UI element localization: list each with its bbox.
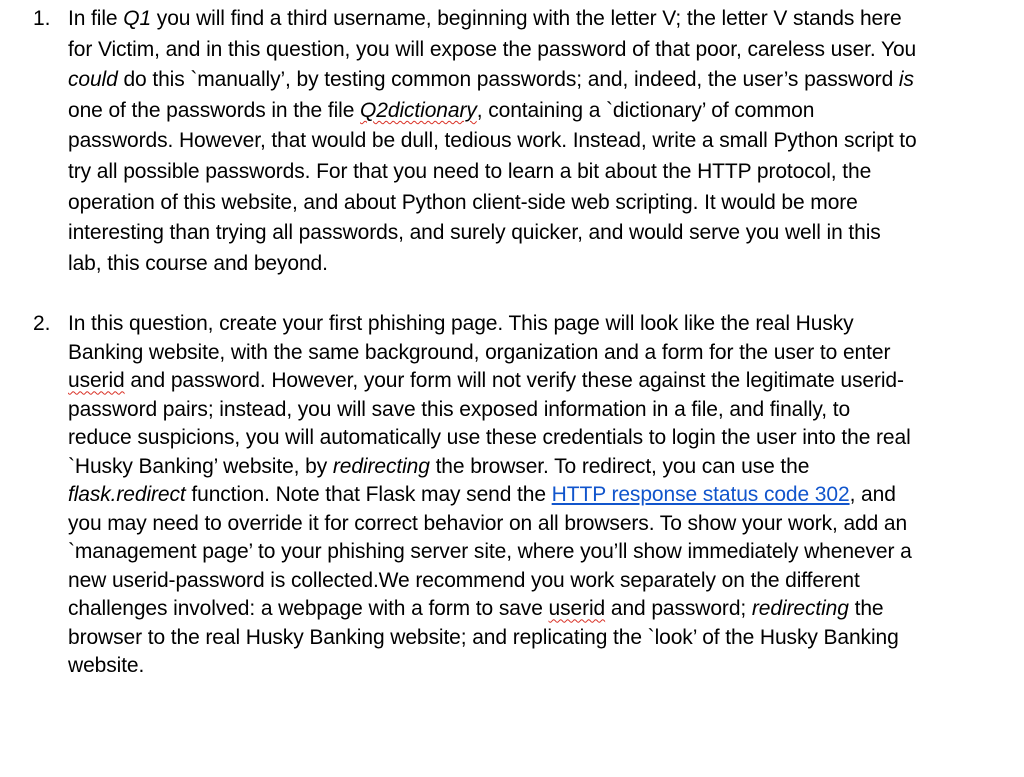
text-run: , containing a `dictionary’ of common passwords. However, that would be dull, tedious work. Instead, write a small Python script to try all possible passwords. For that you need to learn a bit about the HTTP protocol, the operation of this website, and about Python client-side web scripting. It would be more interesting than trying all passwords, and surely quicker, and would serve you well in this lab, this course and beyond. xyxy=(68,98,917,275)
text-run: In this question, create your first phishing page. This page will look like the real Husky Banking website, with the same background, organization and a form for the user to enter xyxy=(68,312,891,364)
text-run: you will find a third username, beginning with the letter V; the letter V stands here for Victim, and in this question, you will expose the password of that poor, careless user. You xyxy=(68,7,917,61)
question-1 xyxy=(0,0,1024,279)
http-302-link[interactable]: HTTP response status code 302 xyxy=(551,483,850,507)
list-number: 2. xyxy=(33,312,51,336)
question-2 xyxy=(0,279,1024,681)
text-run: and password. However, your form will not verify these against the legitimate userid-password pairs; instead, you will save this exposed information in a file, and finally, to reduce suspicions, you will automatically use these credentials to login the user into the real `Husky Banking’ website, by xyxy=(68,369,911,478)
emphasis-is: is xyxy=(898,68,914,92)
emphasis-could: could xyxy=(68,68,118,92)
text-run: the browser to the real Husky Banking website; and replicating the `look’ of the Husky Banking website. xyxy=(68,597,899,678)
question-2-paragraph xyxy=(68,310,918,681)
list-number: 1. xyxy=(33,7,51,30)
text-run: function. Note that Flask may send the xyxy=(185,483,552,507)
text-run: the browser. To redirect, you can use the xyxy=(429,454,810,478)
text-run: do this `manually’, by testing common passwords; and, indeed, the user’s password xyxy=(117,68,899,92)
question-1-paragraph xyxy=(68,4,918,279)
spellcheck-word-userid[interactable]: userid xyxy=(68,369,125,393)
emphasis-redirecting: redirecting xyxy=(751,597,849,621)
text-run: one of the passwords in the file xyxy=(68,98,361,122)
text-run: , and you may need to override it for correct behavior on all browsers. To show your work, add an `management page’ to your phishing server site, where you’ll show immediately whenever a new userid-password is collected.We recommend you work separately on the different challenges involved: a webpage with a form to save xyxy=(68,483,912,621)
emphasis-redirecting: redirecting xyxy=(332,454,430,478)
text-run: In file xyxy=(68,7,124,30)
code-flask-redirect: flask.redirect xyxy=(68,483,186,507)
filename-q2dictionary[interactable]: Q2dictionary xyxy=(360,98,477,122)
text-run: and password; xyxy=(605,597,752,621)
filename-q1: Q1 xyxy=(123,7,152,30)
spellcheck-word-userid[interactable]: userid xyxy=(548,597,606,621)
